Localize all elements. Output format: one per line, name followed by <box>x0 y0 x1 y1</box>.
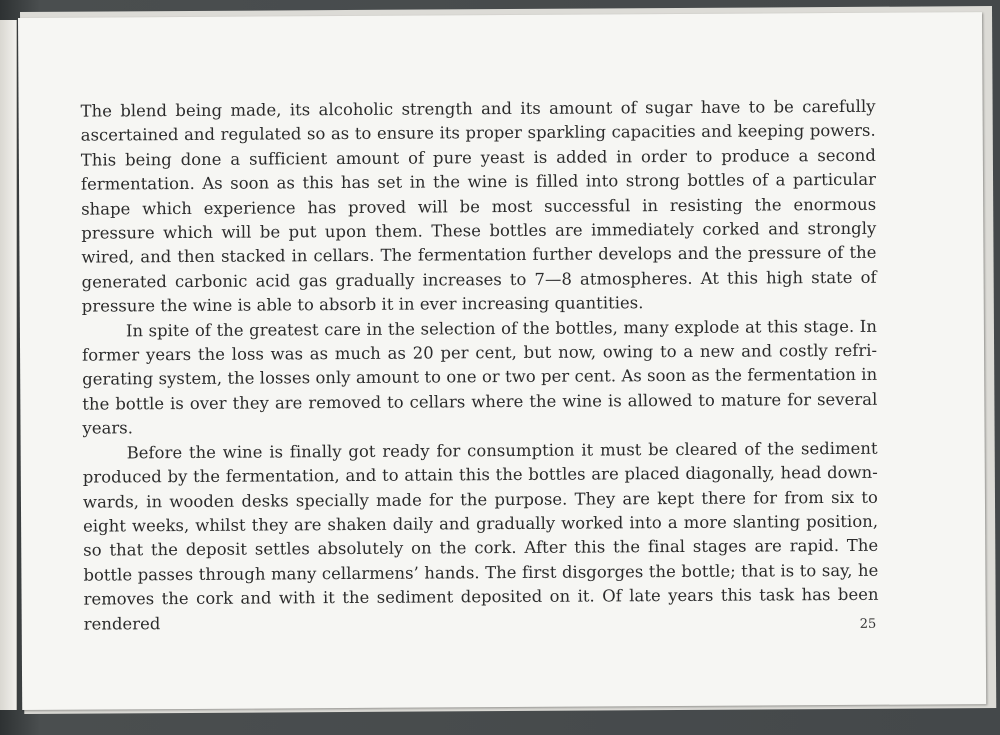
body-text <box>80 95 878 637</box>
paragraph-2: In spite of the greatest care in the selection of the bottles, many explode at this stage. In former years the loss was as much as 20 per cent, but now, owing to a new and costly refrigerating system, the losses only amount to one or two per cent. As soon as the fermentation in the bottle is over they are removed to cellars where the wine is allowed to mature for several years. <box>82 316 878 438</box>
book-page <box>18 12 986 710</box>
page-number: 25 <box>859 616 877 632</box>
paragraph-1: The blend being made, its alcoholic strength and its amount of sugar have to be carefully ascertained and regulated so as to ensure its proper sparkling capacities and keeping powers. This being done a sufficient amount of pure yeast is added in order to produce a second fermentation. As soon as this has set in the wine is filled into strong bottles of a particular shape which experience has proved will be most successful in resisting the enormous pressure which will be put upon them. These bottles are immediately corked and strongly wired, and then stacked in cellars. The fermentation further develops and the pressure of the generated carbonic acid gas gradually increases to 7—8 atmospheres. At this high state of pressure the wine is able to absorb it in ever increasing quantities. <box>80 96 877 316</box>
previous-page-edge <box>0 20 17 710</box>
paragraph-3: Before the wine is finally got ready for consumption it must be cleared of the sediment produced by the fermentation, and to attain this the bottles are placed diagonally, head downwards, in wooden desks specially made for the purpose. They are kept there for from six to eight weeks, whilst they are shaken daily and gradually worked into a more slanting position, so that the deposit settles absolutely on the cork. After this the final stages are rapid. The bottle passes through many cellarmens’ hands. The first disgorges the bottle; that is to say, he removes the cork and with it the sediment deposited on it. Of late years this task has been rendered <box>82 438 879 634</box>
